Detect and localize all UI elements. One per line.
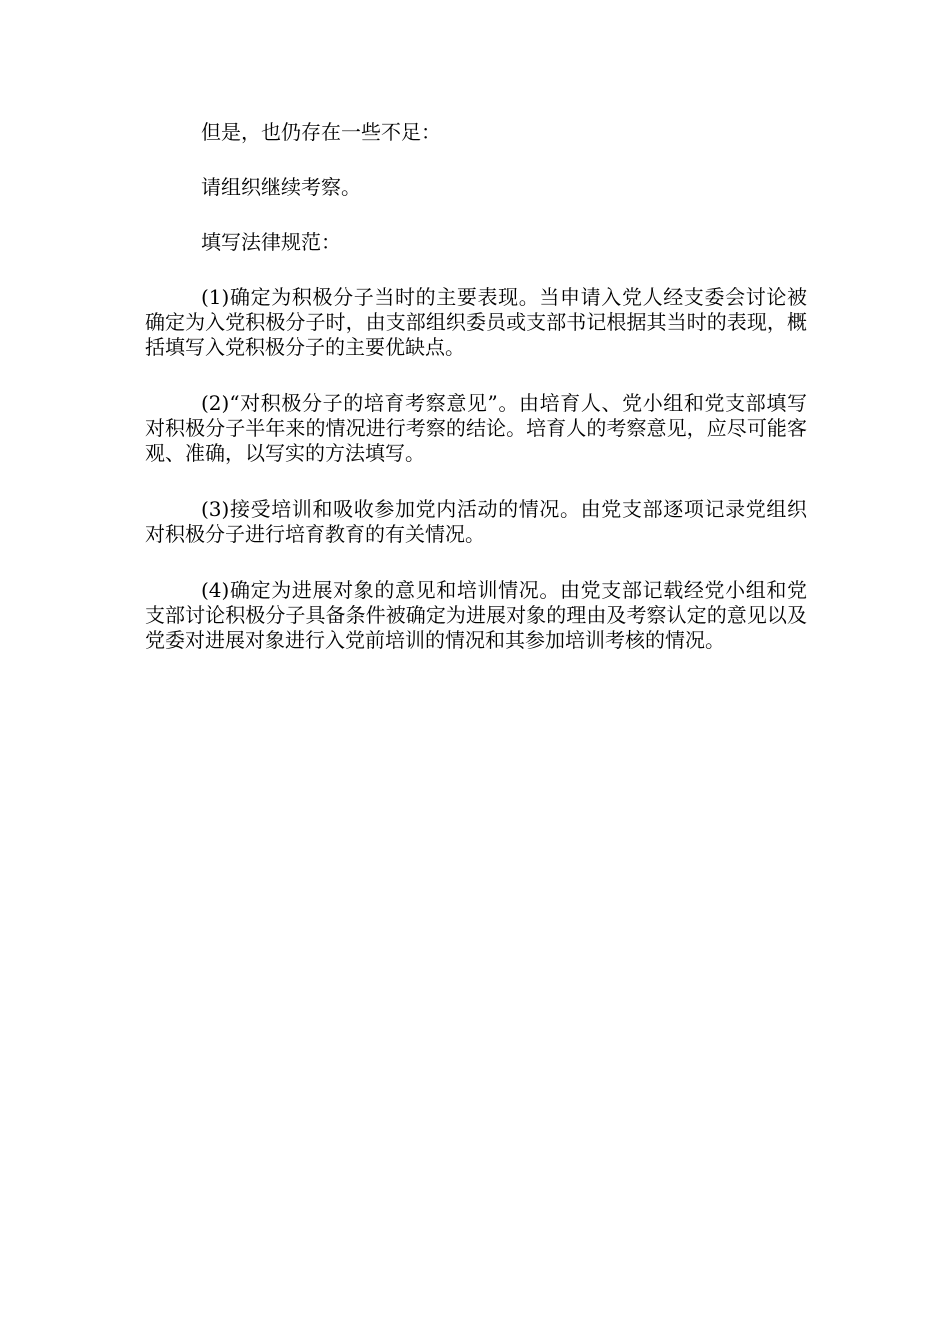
paragraph-filling-rules-heading: 填写法律规范： xyxy=(201,230,341,254)
paragraph-rule-4: (4)确定为进展对象的意见和培训情况。由党支部记载经党小组和党支部讨论积极分子具备条件被确定为进展对象的理由及考察认定的意见以及党委对进展对象进行入党前培训的情况和其参加培训考核的情况。 xyxy=(145,578,807,652)
paragraph-rule-1: (1)确定为积极分子当时的主要表现。当申请入党人经支委会讨论被确定为入党积极分子时，由支部组织委员或支部书记根据其当时的表现，概括填写入党积极分子的主要优缺点。 xyxy=(145,285,807,359)
paragraph-shortcomings: 但是，也仍存在一些不足： xyxy=(201,120,441,144)
paragraph-rule-3: (3)接受培训和吸收参加党内活动的情况。由党支部逐项记录党组织对积极分子进行培育教育的有关情况。 xyxy=(145,497,807,546)
document-body xyxy=(145,120,807,684)
paragraph-continue-inspection: 请组织继续考察。 xyxy=(201,175,361,199)
paragraph-rule-2: (2)“对积极分子的培育考察意见”。由培育人、党小组和党支部填写对积极分子半年来的情况进行考察的结论。培育人的考察意见，应尽可能客观、准确，以写实的方法填写。 xyxy=(145,391,807,465)
